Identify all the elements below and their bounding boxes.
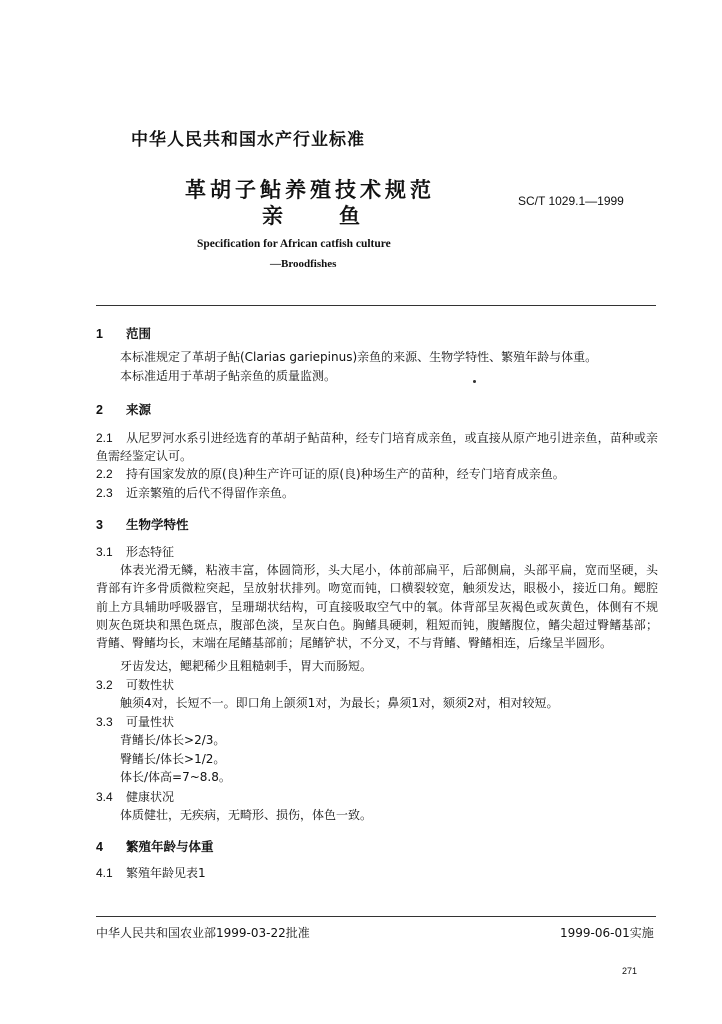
clause-3-2-heading: 3.2 可数性状	[96, 678, 175, 692]
clause-3-1-para-2: 牙齿发达，鳃耙稀少且粗糙刺手，胃大而肠短。	[120, 659, 373, 673]
clause-2-1: 2.1 从尼罗河水系引进经选育的革胡子鲇苗种，经专门培育成亲鱼，或直接从原产地引进亲鱼，苗种或亲鱼需经鉴定认可。	[96, 431, 658, 464]
section-4-heading: 4 繁殖年龄与体重	[96, 839, 214, 854]
title-main: 革胡子鲇养殖技术规范	[185, 178, 435, 202]
clause-2-2: 2.2 持有国家发放的原(良)种生产许可证的原(良)种场生产的苗种，经专门培育成亲鱼。	[96, 467, 565, 481]
header-rule	[96, 305, 656, 306]
clause-4-1: 4.1 繁殖年龄见表1	[96, 866, 206, 880]
clause-2-3: 2.3 近亲繁殖的后代不得留作亲鱼。	[96, 486, 295, 500]
clause-3-3-heading: 3.3 可量性状	[96, 715, 175, 729]
title-sub: 亲鱼	[262, 204, 416, 228]
section-1-para-2: 本标准适用于革胡子鲇亲鱼的质量监测。	[120, 369, 337, 383]
section-3-heading: 3 生物学特性	[96, 517, 189, 532]
page-number: 271	[622, 966, 638, 976]
clause-3-4-heading: 3.4 健康状况	[96, 790, 175, 804]
issuing-body: 中华人民共和国水产行业标准	[131, 130, 365, 150]
clause-3-4-para: 体质健壮，无疾病，无畸形、损伤，体色一致。	[120, 808, 373, 822]
approval-date: 中华人民共和国农业部1999-03-22批准	[96, 926, 310, 940]
ratio-dorsal: 背鳍长/体长>2/3。	[120, 733, 226, 747]
clause-3-1-para-1: 体表光滑无鳞，粘液丰富，体圆筒形，头大尾小，体前部扁平，后部侧扁，头部平扁，宽而坚硬，头背部有许多骨质微粒突起，呈放射状排列。吻宽而钝，口横裂较宽，触须发达，眼极小，接近口角。鳃腔前上方具辅助呼吸器官，呈珊瑚状结构，可直接吸取空气中的氧。体背部呈灰褐色或灰黄色，体侧有不规则灰色斑块和黑色斑点，腹部色淡，呈灰白色。胸鳍具硬刺，粗短而钝，腹鳍腹位，鳍尖超过臀鳍基部；背鳍、臀鳍均长，末端在尾鳍基部前；尾鳍铲状，不分叉，不与背鳍、臀鳍相连，后缘呈半圆形。	[96, 563, 658, 651]
scan-speck	[473, 380, 476, 383]
footer-rule	[96, 916, 656, 917]
english-subtitle: —Broodfishes	[270, 258, 337, 270]
implementation-date: 1999-06-01实施	[560, 926, 654, 940]
section-1-heading: 1 范围	[96, 326, 152, 341]
clause-3-1-heading: 3.1 形态特征	[96, 545, 175, 559]
section-2-heading: 2 来源	[96, 402, 152, 417]
clause-3-2-para: 触须4对，长短不一。即口角上颌须1对，为最长；鼻须1对，颏须2对，相对较短。	[120, 696, 559, 710]
standard-number: SC/T 1029.1—1999	[518, 194, 624, 208]
ratio-anal: 臀鳍长/体长>1/2。	[120, 752, 226, 766]
ratio-body: 体长/体高=7~8.8。	[120, 770, 231, 784]
english-title: Specification for African catfish culture	[197, 238, 391, 250]
section-1-para-1: 本标准规定了革胡子鲇(Clarias gariepinus)亲鱼的来源、生物学特性、繁殖年龄与体重。	[120, 350, 598, 364]
